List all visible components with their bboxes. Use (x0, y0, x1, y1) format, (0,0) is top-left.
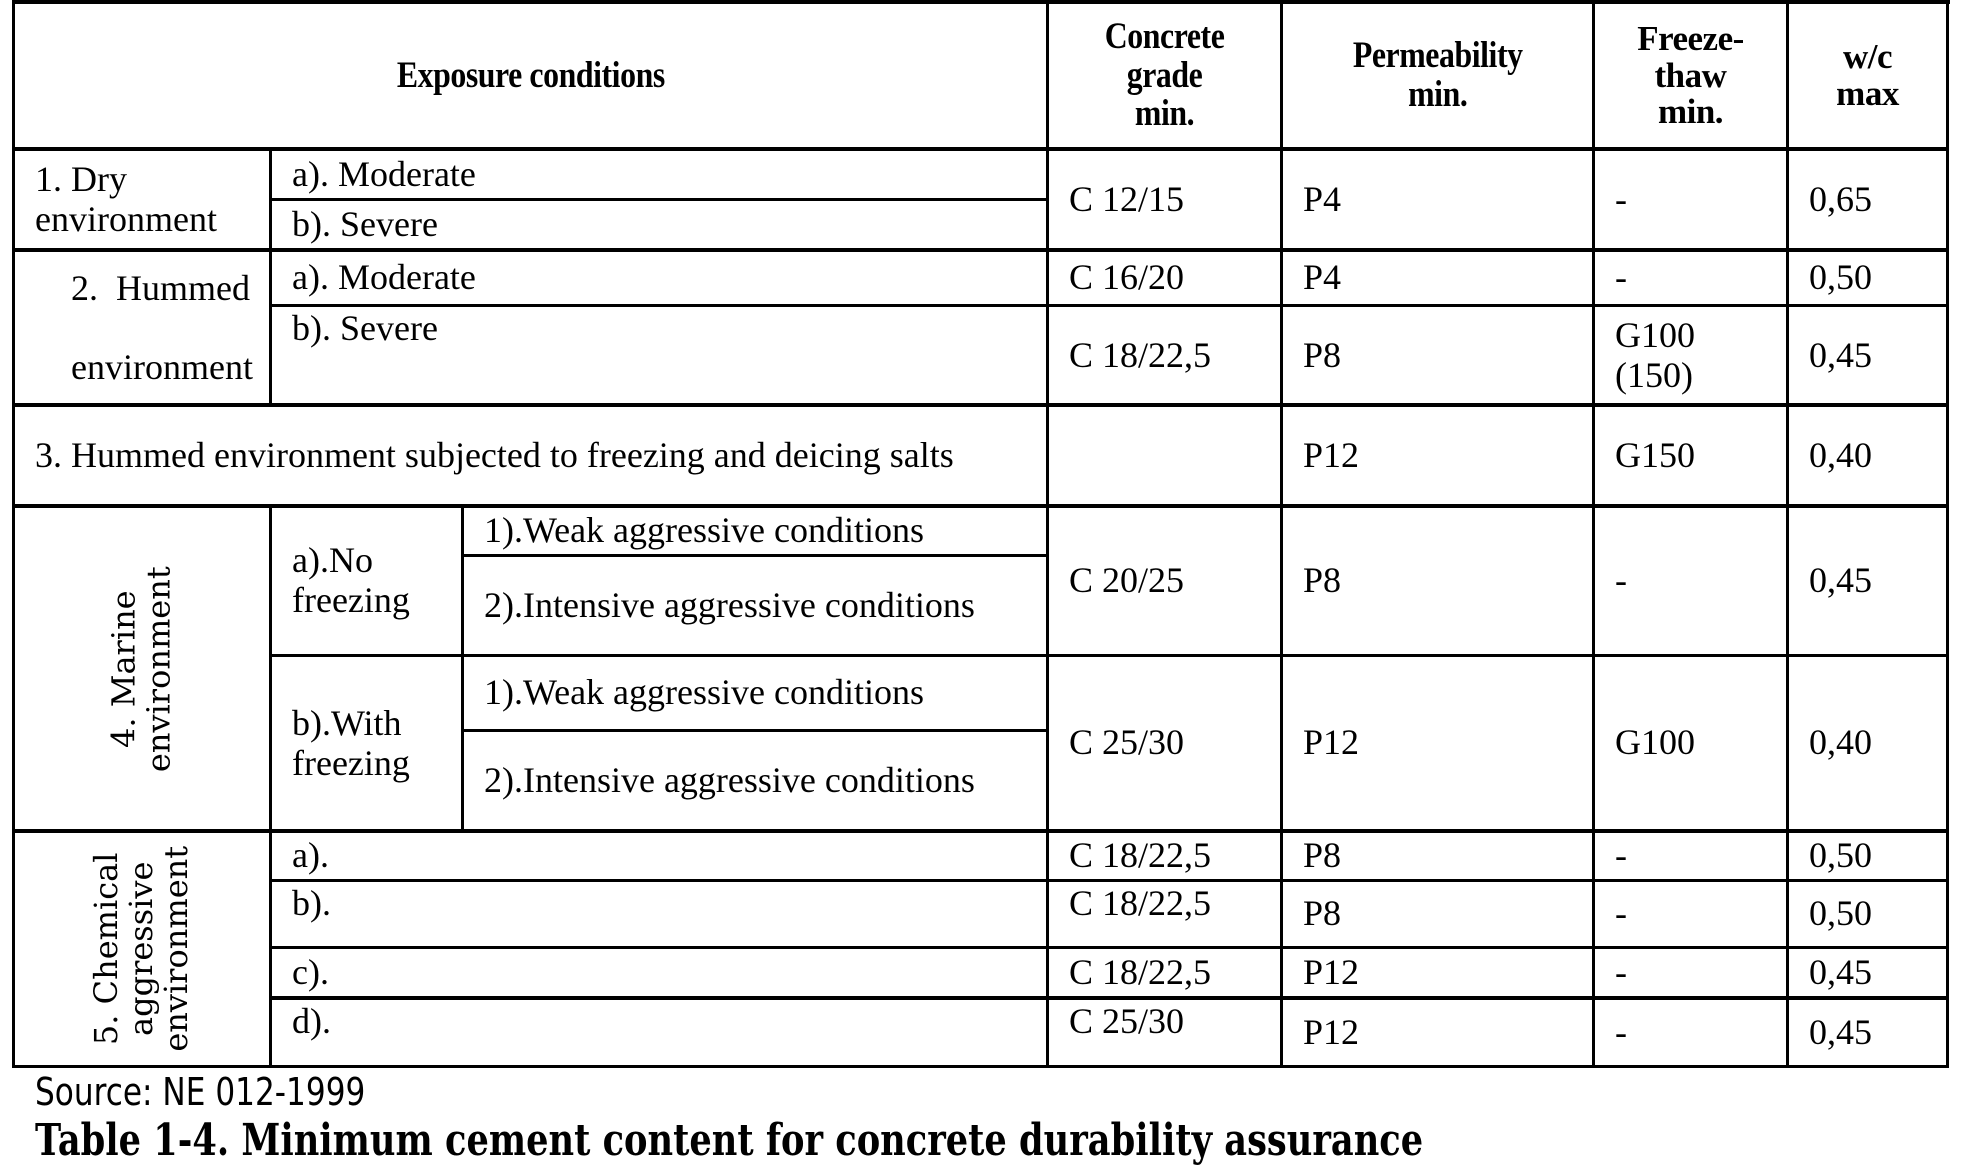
row5c-label: c). (292, 951, 329, 992)
border-right (1946, 0, 1949, 1068)
header-exposure (15, 4, 1046, 148)
row4a-freeze-thaw: - (1615, 560, 1627, 601)
row5d-grade: C 25/30 (1069, 1001, 1185, 1041)
row5-label (15, 833, 269, 1065)
row5a-grade: C 18/22,5 (1069, 835, 1212, 876)
row4b-label (272, 657, 461, 830)
header-concrete-grade (1049, 4, 1280, 148)
row4b-freeze-thaw: G100 (1615, 722, 1695, 763)
header-permeability (1283, 4, 1592, 148)
table-caption: Table 1-4. Minimum cement content for concrete durability assurance (35, 1115, 1424, 1166)
row1-label-text (35, 160, 217, 239)
header-line: w/c (1842, 37, 1893, 77)
row2b-freeze-thaw-text (1615, 316, 1695, 395)
row2a-permeability: P4 (1303, 257, 1342, 298)
label-line: 4. Marine (104, 590, 143, 748)
row4b-permeability: P12 (1303, 722, 1360, 763)
row4b-label-text (292, 704, 410, 783)
row5b-wc: 0,50 (1809, 893, 1872, 934)
row5d-wc: 0,45 (1809, 1011, 1872, 1052)
row4a2-label-text: 2).Intensive aggressive conditions (484, 584, 975, 625)
label-line: environment (35, 199, 217, 239)
source-note: Source: NE 012-1999 (35, 1070, 366, 1114)
row1b-label: b). Severe (292, 204, 438, 245)
row5c-freeze-thaw: - (1615, 951, 1627, 992)
row4a-permeability: P8 (1303, 560, 1342, 601)
row4-label (15, 508, 269, 830)
label-line: freezing (292, 742, 410, 783)
row1a-label: a). Moderate (292, 154, 476, 195)
label-line: aggressive (122, 861, 161, 1037)
row4a2-label (464, 557, 1046, 654)
row3-label (15, 407, 1046, 504)
row2a-grade: C 16/20 (1069, 257, 1185, 298)
label-line: 1. Dry (35, 159, 127, 200)
row5a-label: a). (292, 835, 329, 876)
row3-grade (1049, 407, 1280, 504)
label-line: environment (71, 346, 253, 387)
header-exposure-label: Exposure conditions (396, 54, 665, 96)
row2b-label: b). Severe (292, 308, 438, 348)
row2a-freeze-thaw: - (1615, 257, 1627, 298)
row5c-wc: 0,45 (1809, 951, 1872, 992)
header-line: min. (1407, 74, 1468, 115)
row4a-wc: 0,45 (1809, 560, 1872, 601)
header-line: grade (1126, 54, 1203, 96)
row2-label (15, 252, 269, 404)
value-line: (150) (1615, 354, 1693, 395)
label-line: 2. Hummed (71, 267, 250, 308)
row4b-grade: C 25/30 (1069, 722, 1185, 763)
header-freeze-thaw (1595, 4, 1786, 148)
label-line: environment (140, 566, 178, 772)
label-line: freezing (292, 580, 410, 620)
row5c-grade: C 18/22,5 (1069, 951, 1212, 992)
label-line: 5. Chemical (87, 852, 126, 1046)
row4a-grade: C 20/25 (1069, 560, 1185, 601)
row2b-grade: C 18/22,5 (1069, 334, 1212, 375)
row4a-label-text (292, 541, 410, 620)
row3-freeze-thaw: G150 (1615, 434, 1695, 475)
header-permeability-label (1353, 37, 1523, 115)
header-wc-label (1836, 39, 1899, 113)
header-line: Permeability (1352, 35, 1523, 77)
header-line: Concrete (1104, 15, 1225, 57)
row5b-label: b). (292, 883, 331, 923)
row1-freeze-thaw: - (1615, 179, 1627, 220)
row2b-wc: 0,45 (1809, 334, 1872, 375)
header-line: max (1836, 74, 1899, 113)
row3-wc: 0,40 (1809, 434, 1872, 475)
header-line: Freeze- (1637, 18, 1744, 58)
border-bottom (12, 1065, 1949, 1068)
row5d-label: d). (292, 1001, 331, 1041)
row5-label-text (89, 846, 195, 1052)
row1-wc: 0,65 (1809, 179, 1872, 220)
header-freeze-thaw-label (1637, 18, 1744, 132)
row5a-permeability: P8 (1303, 835, 1342, 876)
row5c-permeability: P12 (1303, 951, 1360, 992)
row3-permeability: P12 (1303, 434, 1360, 475)
row2-label-text (35, 229, 253, 427)
row5b-freeze-thaw: - (1615, 893, 1627, 934)
row4a1-label: 1).Weak aggressive conditions (484, 510, 924, 551)
row5a-wc: 0,50 (1809, 835, 1872, 876)
header-line: min. (1134, 93, 1195, 135)
label-line: b).With (292, 702, 402, 743)
row4b2-label-text: 2).Intensive aggressive conditions (484, 759, 975, 800)
row1-grade: C 12/15 (1069, 179, 1185, 220)
row2a-wc: 0,50 (1809, 257, 1872, 298)
header-wc (1789, 4, 1946, 148)
row5b-grade: C 18/22,5 (1069, 883, 1212, 923)
row2a-label: a). Moderate (292, 257, 476, 298)
row5a-freeze-thaw: - (1615, 835, 1627, 876)
row5d-permeability: P12 (1303, 1011, 1360, 1052)
header-concrete-grade-label (1104, 15, 1225, 135)
row4b-wc: 0,40 (1809, 722, 1872, 763)
label-line: environment (157, 846, 196, 1052)
row5b-permeability: P8 (1303, 893, 1342, 934)
row1-permeability: P4 (1303, 179, 1342, 220)
row5d-freeze-thaw: - (1615, 1011, 1627, 1052)
row4b2-label (464, 732, 1046, 829)
header-line: min. (1657, 92, 1724, 132)
value-line: G100 (1615, 314, 1695, 355)
row4a-label (272, 508, 461, 654)
row2b-permeability: P8 (1303, 334, 1342, 375)
row2b-freeze-thaw (1595, 307, 1786, 404)
row4-label-text (104, 566, 178, 772)
row3-label-text: 3. Hummed environment subjected to freezing and deicing salts (35, 434, 954, 475)
row4b1-label: 1).Weak aggressive conditions (484, 672, 924, 713)
header-line: thaw (1654, 55, 1727, 95)
label-line: a).No (292, 540, 373, 581)
